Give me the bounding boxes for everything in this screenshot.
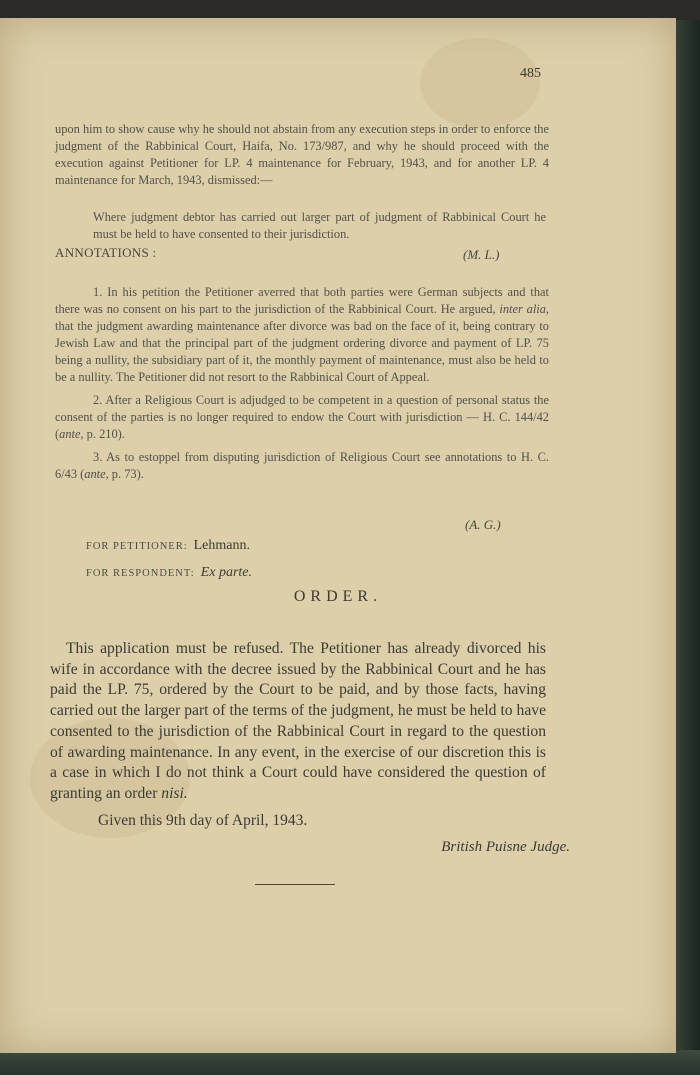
- respondent-counsel: Ex parte.: [200, 565, 253, 580]
- annotation-number: 3.: [93, 450, 103, 464]
- intro-paragraph: [55, 121, 549, 189]
- annotation-initials: (A. G.): [465, 517, 501, 532]
- annotation-italic: inter alia,: [499, 302, 550, 316]
- annotations-list: [55, 284, 549, 483]
- given-date: Given this 9th day of April, 1943.: [98, 812, 308, 829]
- book-edge-right: [676, 20, 700, 1075]
- headnote: [93, 209, 546, 243]
- order-paragraph: [50, 639, 546, 805]
- annotation-italic: ante,: [59, 427, 84, 441]
- annotation-item: [55, 284, 549, 386]
- closing-rule: [255, 884, 335, 885]
- paper-stain: [420, 38, 540, 128]
- judge-signature: British Puisne Judge.: [441, 839, 570, 855]
- counsel-petitioner: [86, 538, 250, 554]
- petitioner-label: FOR PETITIONER:: [86, 541, 188, 552]
- annotation-item: [55, 449, 549, 483]
- order-italic: nisi.: [161, 784, 188, 802]
- annotation-italic: ante,: [84, 467, 109, 481]
- order-heading: ORDER.: [293, 588, 383, 605]
- annotation-text: p. 210).: [83, 427, 125, 441]
- annotation-text: p. 73).: [108, 467, 144, 481]
- annotation-number: 1.: [93, 285, 103, 299]
- annotation-text: As to estoppel from disputing jurisdiction of Religious Court see annotations to H. C. 6/43 (: [55, 450, 549, 481]
- respondent-label: FOR RESPONDENT:: [86, 568, 195, 579]
- order-text: This application must be refused. The Petitioner has already divorced his wife in accordance with the decree issued by the Rabbinical Court and he has paid the LP. 75, ordered by the Court to be paid, and by those facts, having carried out the larger part of the terms of the judgment, he must be held to have consented to the jurisdiction of the Rabbinical Court in regard to the question of awarding maintenance. In any event, in the exercise of our discretion this is a case in which I do not think a Court could have considered the question of granting an order: [50, 640, 546, 802]
- headnote-text: Where judgment debtor has carried out larger part of judgment of Rabbinical Court he must be held to have consented to their jurisdiction.: [93, 210, 546, 241]
- annotation-number: 2.: [93, 393, 103, 407]
- page-number: 485: [520, 66, 541, 81]
- annotations-heading: ANNOTATIONS :: [55, 245, 157, 260]
- book-edge-bottom: [0, 1050, 700, 1075]
- counsel-respondent: [86, 565, 252, 581]
- petitioner-counsel: Lehmann.: [193, 538, 250, 553]
- annotation-text: In his petition the Petitioner averred that both parties were German subjects and that there was no consent on his part to the jurisdiction of the Rabbinical Court. He argued,: [55, 285, 549, 316]
- order-body: [50, 639, 546, 805]
- annotation-text: that the judgment awarding maintenance after divorce was bad on the face of it, being contrary to Jewish Law and that the principal part of the judgment ordering divorce and payment of LP. 75 being a nullity, the subsidiary part of it, the monthly payment of maintenance, must also be held to be a nullity. The Petitioner did not resort to the Rabbinical Court of Appeal.: [55, 319, 549, 384]
- annotation-item: [55, 392, 549, 443]
- intro-text: upon him to show cause why he should not abstain from any execution steps in order to enforce the judgment of the Rabbinical Court, Haifa, No. 173/987, and why he should proceed with the execution against Petitioner for LP. 4 maintenance for February, 1943, and for another LP. 4 maintenance for March, 1943, dismissed:—: [55, 122, 549, 187]
- annotation-text: After a Religious Court is adjudged to be competent in a question of personal status the consent of the parties is no longer required to endow the Court with jurisdiction — H. C. 144/42 (: [55, 393, 549, 441]
- headnote-initials: (M. L.): [463, 247, 500, 262]
